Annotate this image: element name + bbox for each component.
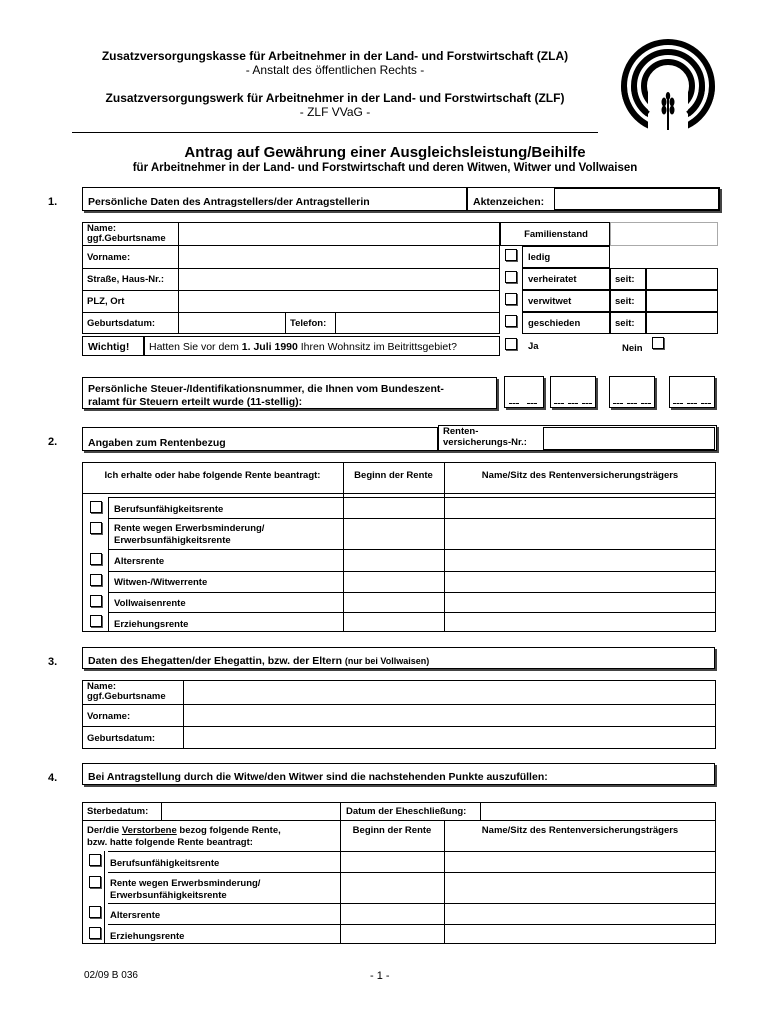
ledig-checkbox[interactable] [505,249,517,261]
rente-row-label: Witwen-/Witwerrente [114,577,208,588]
widow-erwerbsminderung-checkbox[interactable] [89,876,101,888]
spouse-vorname-input[interactable] [184,705,715,726]
spouse-name-input[interactable] [184,681,715,704]
ledig-label: ledig [528,252,551,263]
geschieden-seit-input[interactable] [646,312,718,334]
rente-row-label: Vollwaisenrente [114,598,186,609]
section-1-header [82,187,467,211]
telefon-input[interactable] [336,313,499,334]
beitrittsgebiet-question-box [144,336,500,356]
geburtsdatum-input[interactable] [179,313,284,334]
eheschliessung-input[interactable] [481,803,715,820]
wichtig-label: Wichtig! [88,341,130,353]
erziehungsrente-checkbox[interactable] [90,615,102,627]
widow-col-3-header: Name/Sitz des Rentenversicherungsträgers [481,825,679,836]
form-title: Antrag auf Gewährung einer Ausgleichsleistung/Beihilfe [184,144,586,161]
verheiratet-checkbox[interactable] [505,271,517,283]
rvnr-box [438,425,717,451]
grid-line [108,872,716,873]
steuer-id-digits-4[interactable] [669,376,715,408]
vorname-input[interactable] [179,246,499,268]
page-number: - 1 - [370,970,390,982]
grid-line [343,462,344,632]
wichtig-box [82,336,144,356]
birthname-label: ggf.Geburtsname [87,233,166,244]
grid-line [108,518,716,519]
rente-col-1-header: Ich erhalte oder habe folgende Rente beantragt: [104,470,321,481]
section-2-header [82,427,438,451]
grid-line [108,497,109,632]
verwitwet-seit-input[interactable] [646,290,718,312]
familienstand-spacer [610,222,718,246]
section-4-header [82,763,715,785]
grid-line [82,493,716,494]
org1-subheading: - Anstalt des öffentlichen Rechts - [245,63,425,77]
rvnr-input[interactable] [543,427,715,450]
verheiratet-label: verheiratet [528,274,577,285]
zla-logo [618,38,718,138]
rvnr-label-1: Renten- [443,426,479,437]
grid-line [108,903,716,904]
grid-line [444,820,445,944]
seit-label: seit: [615,274,635,285]
section-3-number: 3. [48,656,58,668]
verheiratet-seit-input[interactable] [646,268,718,290]
widow-altersrente-checkbox[interactable] [89,906,101,918]
aktenzeichen-label: Aktenzeichen: [473,196,545,208]
section-1-number: 1. [48,196,58,208]
widow-rente-row-label: Berufsunfähigkeitsrente [110,858,220,869]
familienstand-label: Familienstand [524,229,588,240]
widow-col-1-header: Der/die Verstorbene bezog folgende Rente, [87,825,281,836]
geschieden-label: geschieden [528,318,581,329]
widow-rente-row-label-line2: Erwerbsunfähigkeitsrente [110,890,227,901]
aktenzeichen-box [467,187,720,211]
steuer-id-label-1: Persönliche Steuer-/Identifikationsnummer, die Ihnen vom Bundeszent- [88,383,444,395]
grid-line [82,820,716,821]
form-code: 02/09 B 036 [84,970,138,981]
header-divider [72,132,598,133]
nein-label: Nein [622,343,643,354]
grid-line [108,549,716,550]
widow-rente-row-label: Rente wegen Erwerbsminderung/ [110,878,261,889]
logo-emblem-icon [618,38,718,138]
plz-input[interactable] [179,291,499,312]
widow-erziehungsrente-checkbox[interactable] [89,927,101,939]
grid-line [108,592,716,593]
section-2-number: 2. [48,436,58,448]
rente-row-label: Altersrente [114,556,165,567]
rente-row-label: Erziehungsrente [114,619,189,630]
grid-line [108,571,716,572]
grid-line [104,851,105,944]
widow-table [82,802,716,944]
org2-subheading: - ZLF VVaG - [299,105,371,119]
sterbedatum-input[interactable] [162,803,339,820]
grid-line [340,802,341,944]
seit-label: seit: [615,296,635,307]
section-2-title: Angaben zum Rentenbezug [88,437,226,449]
strasse-label: Straße, Haus-Nr.: [87,274,165,285]
geschieden-checkbox[interactable] [505,315,517,327]
grid-line [444,462,445,632]
rente-col-2-header: Beginn der Rente [354,470,433,481]
name-input[interactable] [179,223,499,245]
steuer-id-label-2: ralamt für Steuern erteilt wurde (11-stellig): [88,396,303,408]
grid-line [108,497,716,498]
org1-heading: Zusatzversorgungskasse für Arbeitnehmer in der Land- und Forstwirtschaft (ZLA) [101,49,569,63]
section-4-number: 4. [48,772,58,784]
beitrittsgebiet-question: Hatten Sie vor dem 1. Juli 1990 Ihren Wohnsitz im Beitrittsgebiet? [149,341,457,353]
vorname-label: Vorname: [87,252,131,263]
aktenzeichen-input[interactable] [554,188,719,210]
org2-heading: Zusatzversorgungswerk für Arbeitnehmer in der Land- und Forstwirtschaft (ZLF) [105,91,565,105]
rvnr-label-2: versicherungs-Nr.: [443,437,527,448]
spouse-name-label: Name: [87,681,117,692]
strasse-input[interactable] [179,269,499,290]
section-3-title: Daten des Ehegatten/der Ehegattin, bzw. der Eltern (nur bei Vollwaisen) [88,655,430,667]
steuer-id-digits-2[interactable] [550,376,596,408]
spouse-geburtsdatum-label: Geburtsdatum: [87,733,156,744]
grid-line [108,851,716,852]
geburtsdatum-label: Geburtsdatum: [87,318,156,329]
rente-row-label: Berufsunfähigkeitsrente [114,504,224,515]
verwitwet-checkbox[interactable] [505,293,517,305]
eheschliessung-label: Datum der Eheschließung: [346,806,467,817]
grid-line [108,612,716,613]
spouse-birthname-label: ggf.Geburtsname [87,691,166,702]
seit-label: seit: [615,318,635,329]
widow-rente-row-label: Altersrente [110,910,161,921]
steuer-id-box [82,377,497,409]
plz-label: PLZ, Ort [87,296,125,307]
widow-col-1-header-line2: bzw. hatte folgende Rente beantragt: [87,837,253,848]
witwenrente-checkbox[interactable] [90,574,102,586]
telefon-label: Telefon: [290,318,327,329]
spouse-geburtsdatum-input[interactable] [184,727,715,748]
vollwaisenrente-checkbox[interactable] [90,595,102,607]
section-4-title: Bei Antragstellung durch die Witwe/den Witwer sind die nachstehenden Punkte auszufüllen: [88,771,548,783]
section-3-header [82,647,715,669]
berufsunfaehigkeitsrente-checkbox[interactable] [90,501,102,513]
grid-line [108,924,716,925]
name-label: Name: [87,223,117,234]
steuer-id-digits-1[interactable] [504,376,544,408]
widow-rente-row-label: Erziehungsrente [110,931,185,942]
nein-checkbox[interactable] [652,337,664,349]
ja-label: Ja [528,341,539,352]
steuer-id-digits-3[interactable] [609,376,655,408]
widow-berufsunfaehigkeit-checkbox[interactable] [89,854,101,866]
ja-checkbox[interactable] [505,338,517,350]
rente-row-label: Rente wegen Erwerbsminderung/ [114,523,265,534]
grid-line [285,312,286,334]
spouse-vorname-label: Vorname: [87,711,131,722]
altersrente-checkbox[interactable] [90,553,102,565]
section-1-title: Persönliche Daten des Antragstellers/der Antragstellerin [88,196,370,208]
rente-row-label-line2: Erwerbsunfähigkeitsrente [114,535,231,546]
form-subtitle: für Arbeitnehmer in der Land- und Forstwirtschaft und deren Witwen, Witwer und Vollwaisen [132,162,638,174]
verwitwet-label: verwitwet [528,296,572,307]
sterbedatum-label: Sterbedatum: [87,806,149,817]
rente-col-3-header: Name/Sitz des Rentenversicherungsträgers [481,470,679,481]
erwerbsminderung-checkbox[interactable] [90,522,102,534]
widow-col-2-header: Beginn der Rente [352,825,432,836]
familienstand-header [500,222,610,246]
